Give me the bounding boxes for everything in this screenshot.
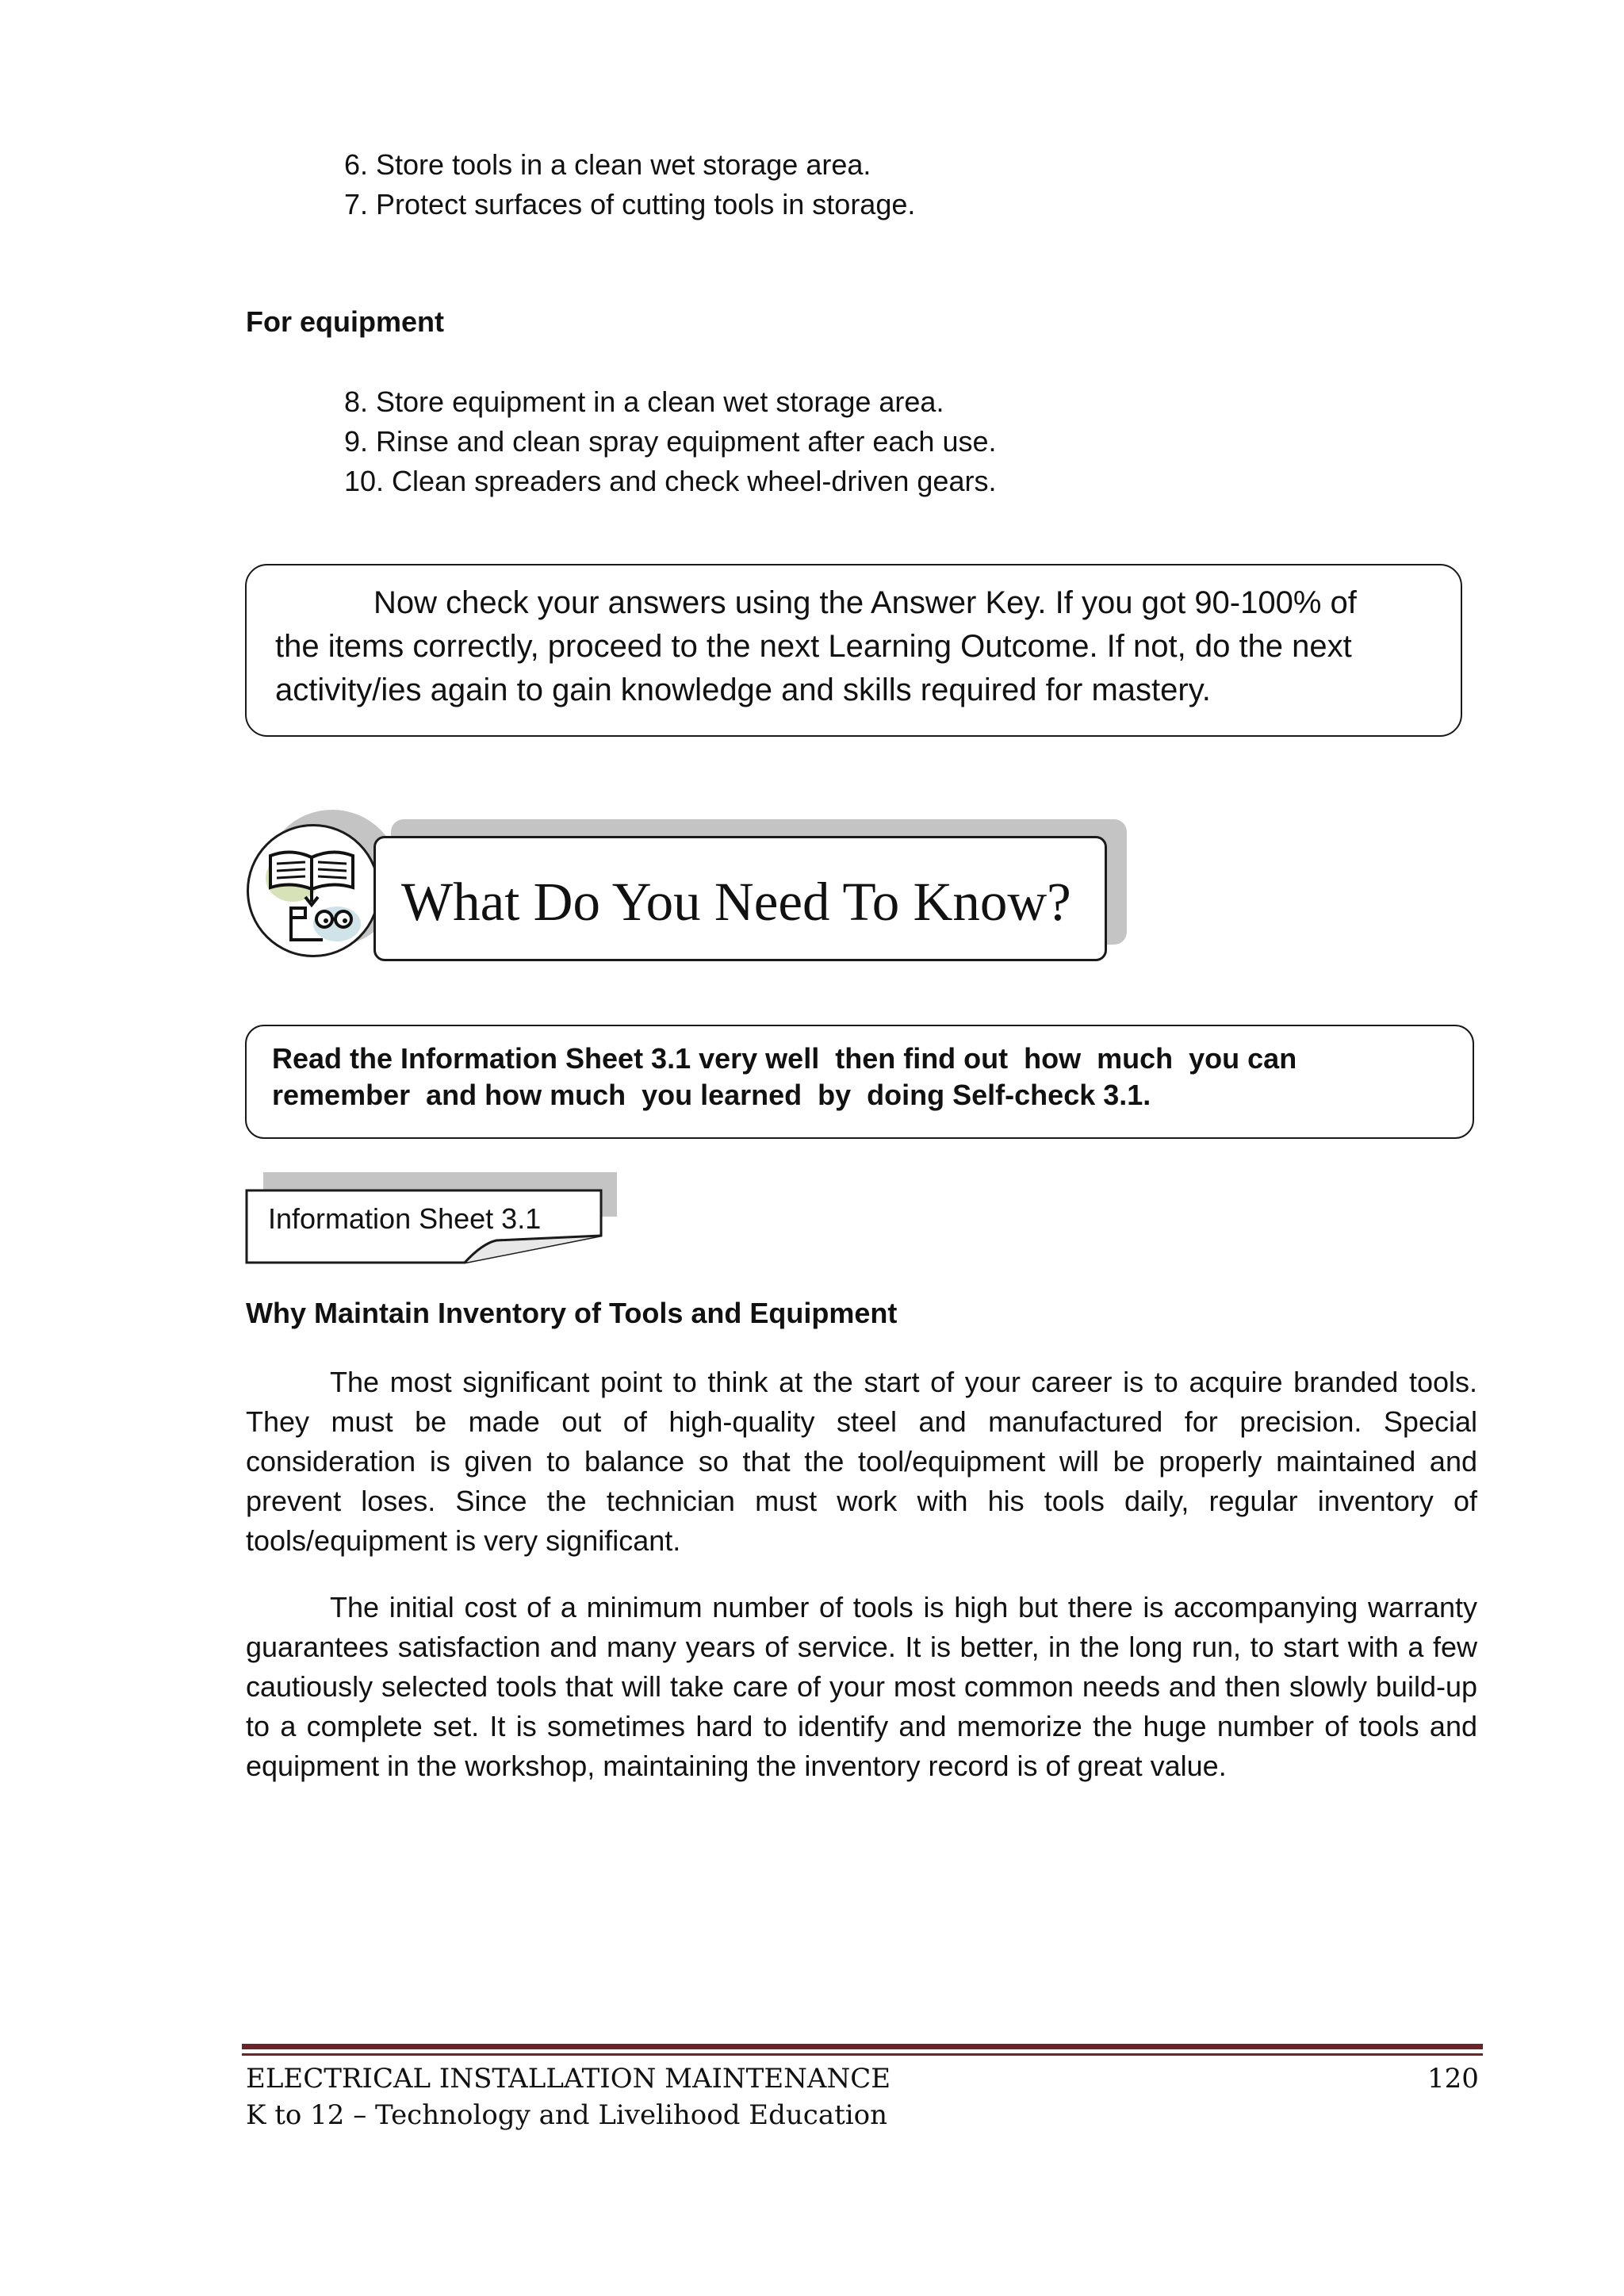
list-item-8: 8. Store equipment in a clean wet storage area. [344, 385, 944, 418]
list-item-6: 6. Store tools in a clean wet storage area. [344, 148, 871, 181]
list-item-7: 7. Protect surfaces of cutting tools in storage. [344, 188, 916, 220]
equipment-heading: For equipment [246, 305, 444, 338]
page-number: 120 [1427, 2063, 1479, 2095]
article-heading: Why Maintain Inventory of Tools and Equipment [246, 1297, 898, 1329]
article-paragraph-1: The most significant point to think at the start of your career is to acquire branded tools. They must be made out of high-quality steel and manufactured for precision. Special consideration is given to balance so that the tool/equipment will be properly maintained and prevent loses. Since the technician must work with his tools daily, regular inventory of tools/equipment is very significant. [246, 1366, 1477, 1557]
answer-key-note-box [245, 564, 1462, 737]
list-item-10: 10. Clean spreaders and check wheel-driven gears. [344, 465, 997, 497]
footer-rule-thin [242, 2053, 1483, 2056]
footer-subtitle: K to 12 – Technology and Livelihood Education [246, 2099, 887, 2131]
banner-title: What Do You Need To Know? [401, 872, 1071, 932]
article-paragraph-2: The initial cost of a minimum number of tools is high but there is accompanying warranty guarantees satisfaction and many years of service. It is better, in the long run, to start with a few cautiously selected tools that will take care of your most common needs and then slowly build-up to a complete set. It is sometimes hard to identify and memorize the huge number of tools and equipment in the workshop, maintaining the inventory record is of great value. [246, 1591, 1477, 1782]
answer-key-line-2: the items correctly, proceed to the next Learning Outcome. If not, do the next [275, 629, 1352, 664]
section-banner [242, 805, 1130, 972]
instruction-line-2: remember and how much you learned by doing Self-check 3.1. [272, 1079, 1151, 1111]
footer-course: ELECTRICAL INSTALLATION MAINTENANCE [246, 2063, 891, 2095]
instruction-line-1: Read the Information Sheet 3.1 very well then find out how much you can [272, 1042, 1297, 1075]
list-item-9: 9. Rinse and clean spray equipment after each use. [344, 425, 997, 458]
instruction-box [245, 1025, 1474, 1139]
info-sheet-label: Information Sheet 3.1 [268, 1202, 542, 1235]
reading-student-icon [259, 838, 370, 949]
answer-key-line-3: activity/ies again to gain knowledge and skills required for mastery. [275, 673, 1211, 707]
info-sheet-tab [244, 1172, 621, 1266]
footer-rule [242, 2044, 1483, 2049]
answer-key-line-1: Now check your answers using the Answer Key. If you got 90-100% of [373, 585, 1357, 620]
